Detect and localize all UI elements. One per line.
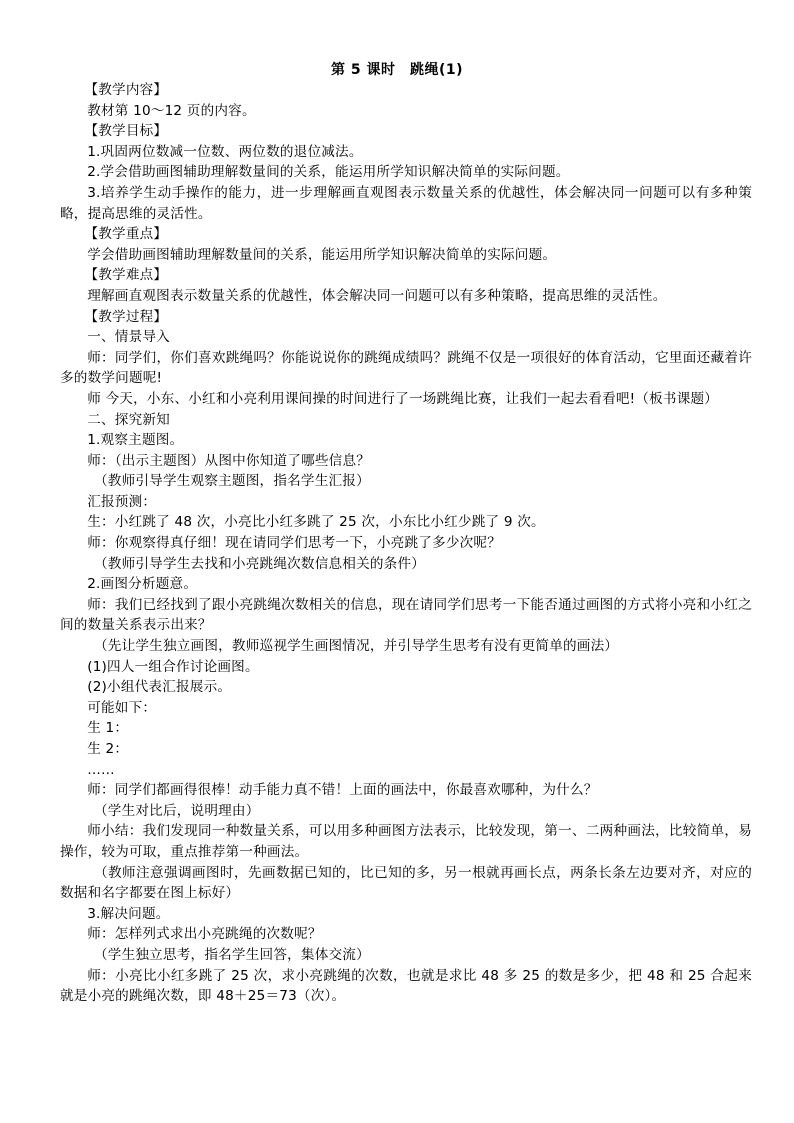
section-heading: 【教学目标】 — [84, 123, 168, 140]
paragraph: 汇报预测： — [87, 493, 157, 510]
paragraph: 可能如下： — [87, 699, 157, 716]
paragraph: （教师引导学生去找和小亮跳绳次数信息相关的条件） — [94, 555, 426, 572]
paragraph: 师：我们已经找到了跟小亮跳绳次数相关的信息，现在请同学们思考一下能否通过画图的方式将小亮和小红之间的数量关系表示出来？ — [60, 596, 752, 634]
paragraph: 师：你观察得真仔细！现在请同学们思考一下，小亮跳了多少次呢？ — [87, 535, 501, 552]
paragraph: (2)小组代表汇报展示。 — [87, 679, 232, 696]
paragraph: （教师注意强调画图时，先画数据已知的，比已知的多，另一根就再画长点，两条长条左边要对齐，对应的数据和名字都要在图上标好） — [60, 864, 752, 902]
lesson-title: 第 5 课时 跳绳(1) — [330, 62, 464, 78]
paragraph: 一、情景导入 — [87, 329, 170, 346]
paragraph: 1.观察主题图。 — [87, 432, 184, 449]
paragraph: 生 1： — [87, 720, 129, 737]
section-heading: 【教学过程】 — [84, 308, 168, 325]
paragraph: 师 今天，小东、小红和小亮利用课间操的时间进行了一场跳绳比赛，让我们一起去看看吧!（板书课题） — [87, 390, 719, 407]
paragraph: 二、探究新知 — [87, 411, 170, 428]
paragraph: 3.解决问题。 — [87, 905, 170, 922]
section-heading: 【教学重点】 — [84, 226, 168, 243]
paragraph: （学生独立思考，指名学生回答，集体交流） — [94, 946, 370, 963]
section-heading: 【教学内容】 — [84, 82, 168, 98]
paragraph: （先让学生独立画图，教师巡视学生画图情况，并引导学生思考有没有更简单的画法） — [94, 638, 619, 655]
paragraph: 学会借助画图辅助理解数量间的关系，能运用所学知识解决简单的实际问题。 — [87, 246, 557, 263]
paragraph: 师小结：我们发现同一种数量关系，可以用多种画图方法表示，比较发现，第一、二两种画法，比较简单，易操作，较为可取，重点推荐第一种画法。 — [60, 823, 752, 860]
paragraph: 生 2： — [87, 741, 129, 757]
paragraph: 理解画直观图表示数量关系的优越性，体会解决同一问题可以有多种策略，提高思维的灵活性。 — [87, 287, 667, 304]
paragraph: …… — [87, 761, 115, 778]
paragraph: 2.画图分析题意。 — [87, 576, 198, 593]
paragraph: 师：小亮比小红多跳了 25 次，求小亮跳绳的次数，也就是求比 48 多 25 的数是多少，把 48 和 25 合起来就是小亮的跳绳次数，即 48＋25＝73（次）。 — [60, 967, 752, 1005]
paragraph: （学生对比后，说明理由） — [94, 802, 260, 819]
paragraph: （教师引导学生观察主题图，指名学生汇报） — [94, 473, 370, 490]
paragraph: 2.学会借助画图辅助理解数量间的关系，能运用所学知识解决简单的实际问题。 — [87, 164, 570, 181]
paragraph: 师：同学们，你们喜欢跳绳吗？你能说说你的跳绳成绩吗？跳绳不仅是一项很好的体育活动，它里面还藏着许多的数学问题呢! — [60, 349, 752, 387]
paragraph: 1.巩固两位数减一位数、两位数的退位减法。 — [87, 143, 363, 160]
paragraph: 教材第 10～12 页的内容。 — [87, 102, 256, 119]
paragraph: (1)四人一组合作讨论画图。 — [87, 658, 259, 675]
paragraph: 师：同学们都画得很棒！动手能力真不错！上面的画法中，你最喜欢哪种，为什么？ — [87, 782, 598, 799]
paragraph: 师：怎样列式求出小亮跳绳的次数呢？ — [87, 926, 322, 943]
paragraph: 师：（出示主题图）从图中你知道了哪些信息？ — [87, 452, 371, 469]
paragraph: 生：小红跳了 48 次，小亮比小红多跳了 25 次，小东比小红少跳了 9 次。 — [87, 514, 545, 531]
lesson-body — [60, 80, 752, 1007]
section-heading: 【教学难点】 — [84, 267, 168, 284]
paragraph: 3.培养学生动手操作的能力，进一步理解画直观图表示数量关系的优越性，体会解决同一问题可以有多种策略，提高思维的灵活性。 — [60, 184, 752, 222]
